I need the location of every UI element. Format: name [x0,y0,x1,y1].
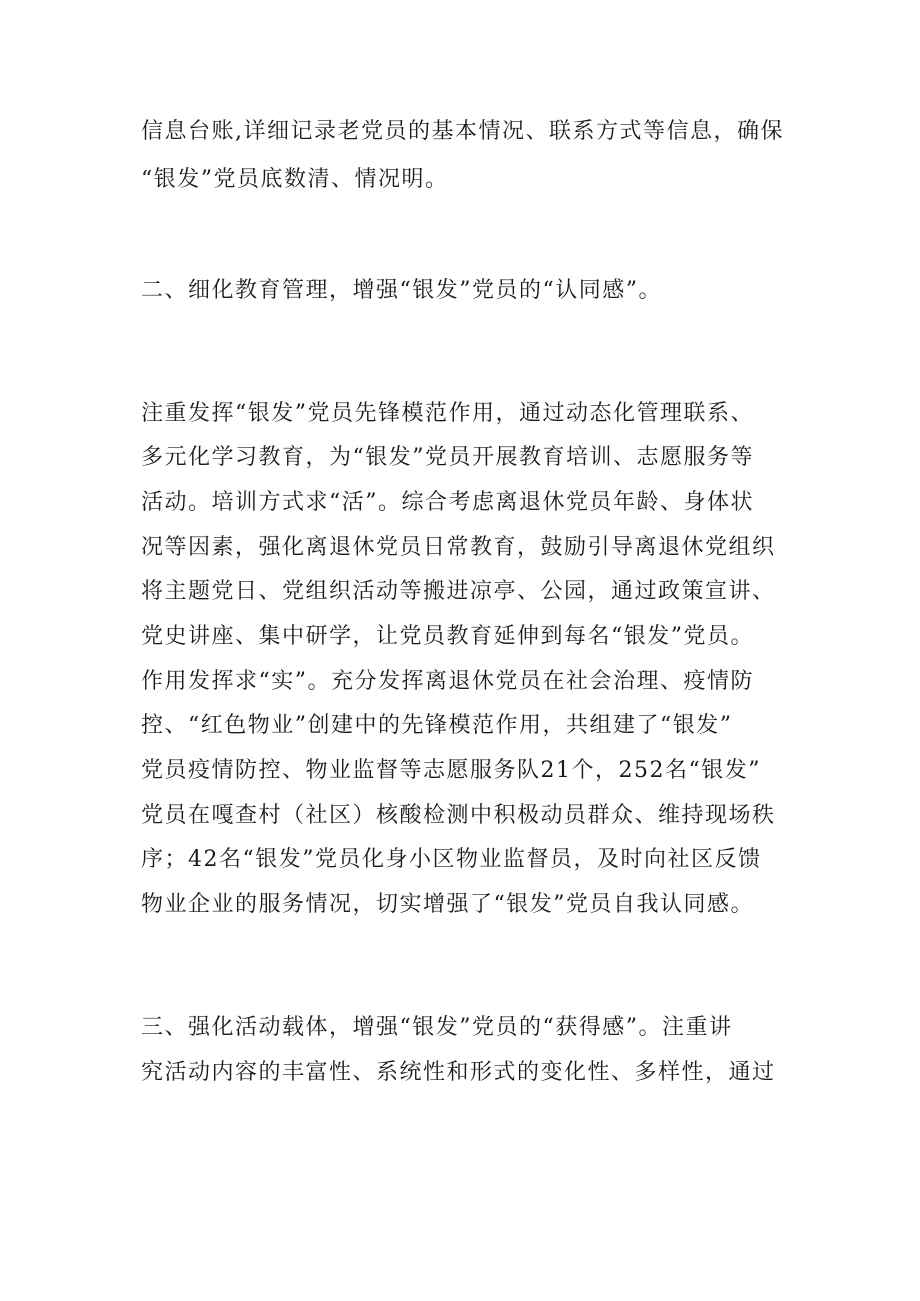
text-line: “银发”党员底数清、情况明。 [141,167,449,192]
text-line: 注重发挥“银发”党员先锋模范作用，通过动态化管理联系、 [141,401,754,426]
text-line: 作用发挥求“实”。充分发挥离退休党员在社会治理、疫情防 [141,669,754,694]
text-line: 物业企业的服务情况，切实增强了“银发”党员自我认同感。 [141,892,754,917]
text-line: 党史讲座、集中研学，让党员教育延伸到每名“银发”党员。 [141,624,754,649]
text-line: 活动。培训方式求“活”。综合考虑离退休党员年龄、身体状 [141,490,754,515]
text-line: 党员在嘎查村（社区）核酸检测中积极动员群众、维持现场秩 [141,803,776,828]
text-line: 信息台账,详细记录老党员的基本情况、联系方式等信息，确保 [141,119,784,144]
text-line: 多元化学习教育，为“银发”党员开展教育培训、志愿服务等 [141,445,754,470]
text-line: 序；42名“银发”党员化身小区物业监督员，及时向社区反馈 [141,847,762,872]
text-line: 党员疫情防控、物业监督等志愿服务队21个，252名“银发” [141,758,761,783]
section-heading: 二、细化教育管理，增强“银发”党员的“认同感”。 [141,278,662,303]
text-line: 况等因素，强化离退休党员日常教育，鼓励引导离退休党组织 [141,535,776,560]
text-line: 将主题党日、党组织活动等搬进凉亭、公园，通过政策宣讲、 [141,579,776,604]
text-line: 究活动内容的丰富性、系统性和形式的变化性、多样性，通过 [141,1060,776,1085]
text-line: 控、“红色物业”创建中的先锋模范作用，共组建了“银发” [141,713,733,738]
section-heading: 三、强化活动载体，增强“银发”党员的“获得感”。注重讲 [141,1015,733,1040]
